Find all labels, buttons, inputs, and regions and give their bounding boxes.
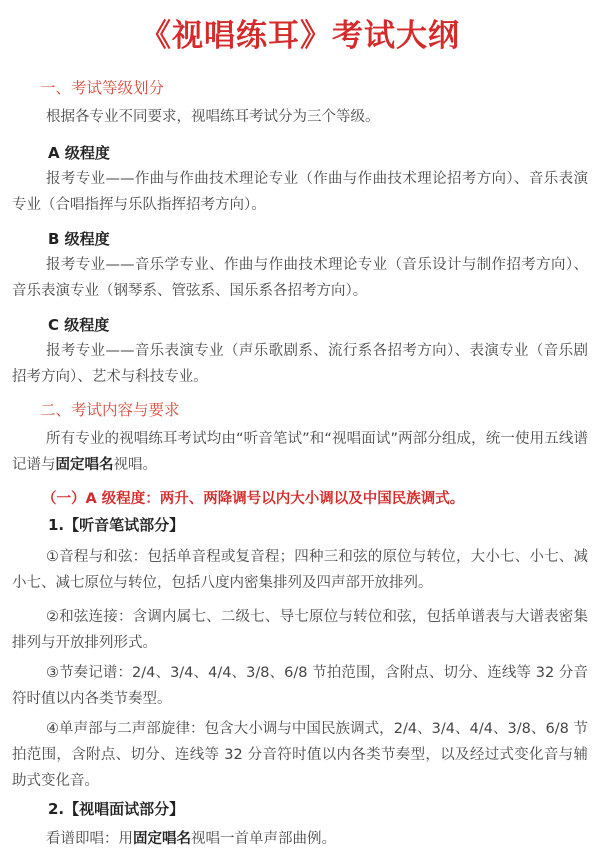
sight-singing-text-end: 视唱一首单声部曲例。: [191, 831, 336, 847]
item-melody-dictation: ④单声部与二声部旋律：包含大小调与中国民族调式，2/4、3/4、4/4、3/8、6/8 节拍范围，含附点、切分、连线等 32 分音符时值以内各类节奏型，以及经过式变化音与辅助式变化音。: [12, 721, 588, 789]
sight-singing-text-start: 看谱即唱：用: [46, 831, 133, 847]
section-1-intro: 根据各专业不同要求，视唱练耳考试分为三个等级。: [46, 109, 380, 125]
section-2-intro: [12, 426, 588, 478]
section-2-intro-text: 所有专业的视唱练耳考试均由“听音笔试”和“视唱面试”两部分组成，统一使用五线谱记谱与: [12, 431, 588, 473]
item-chord-connection: ②和弦连接：含调内属七、二级七、导七原位与转位和弦，包括单谱表与大谱表密集排列与开放排列形式。: [12, 609, 588, 651]
level-a-majors: 报考专业——作曲与作曲技术理论专业（作曲与作曲技术理论招考方向）、音乐表演专业（合唱指挥与乐队指挥招考方向）。: [12, 171, 588, 213]
section-2-heading: 二、考试内容与要求: [40, 401, 180, 419]
section-1-heading: 一、考试等级划分: [40, 79, 165, 97]
item-rhythm-notation: ③节奏记谱：2/4、3/4、4/4、3/8、6/8 节拍范围，含附点、切分、连线等 32 分音符时值以内各类节奏型。: [12, 665, 588, 707]
sight-singing-text: [12, 826, 588, 852]
level-b-majors: 报考专业——音乐学专业、作曲与作曲技术理论专业（音乐设计与制作招考方向）、音乐表演专业（钢琴系、管弦系、国乐系各招考方向）。: [12, 257, 588, 299]
section-2-intro-end: 视唱。: [113, 457, 157, 473]
level-b-label: B 级程度: [48, 230, 110, 248]
level-c-majors: 报考专业——音乐表演专业（声乐歌剧系、流行系各招考方向）、表演专业（音乐剧招考方向）、艺术与科技专业。: [12, 343, 588, 385]
level-c-label: C 级程度: [48, 316, 110, 334]
listening-written-heading: 1.【听音笔试部分】: [48, 516, 185, 534]
level-a-label: A 级程度: [48, 144, 110, 162]
fixed-do-term: 固定唱名: [55, 457, 114, 473]
item-intervals-chords: ①音程与和弦：包括单音程或复音程；四种三和弦的原位与转位，大小七、小七、减小七、减七原位与转位，包括八度内密集排列及四声部开放排列。: [12, 549, 588, 591]
page-title: 《视唱练耳》考试大纲: [140, 18, 460, 54]
fixed-do-term-2: 固定唱名: [133, 831, 191, 847]
sight-singing-heading: 2.【视唱面试部分】: [48, 800, 185, 818]
level-a-content-heading: （一）A 级程度：两升、两降调号以内大小调以及中国民族调式。: [42, 491, 465, 507]
